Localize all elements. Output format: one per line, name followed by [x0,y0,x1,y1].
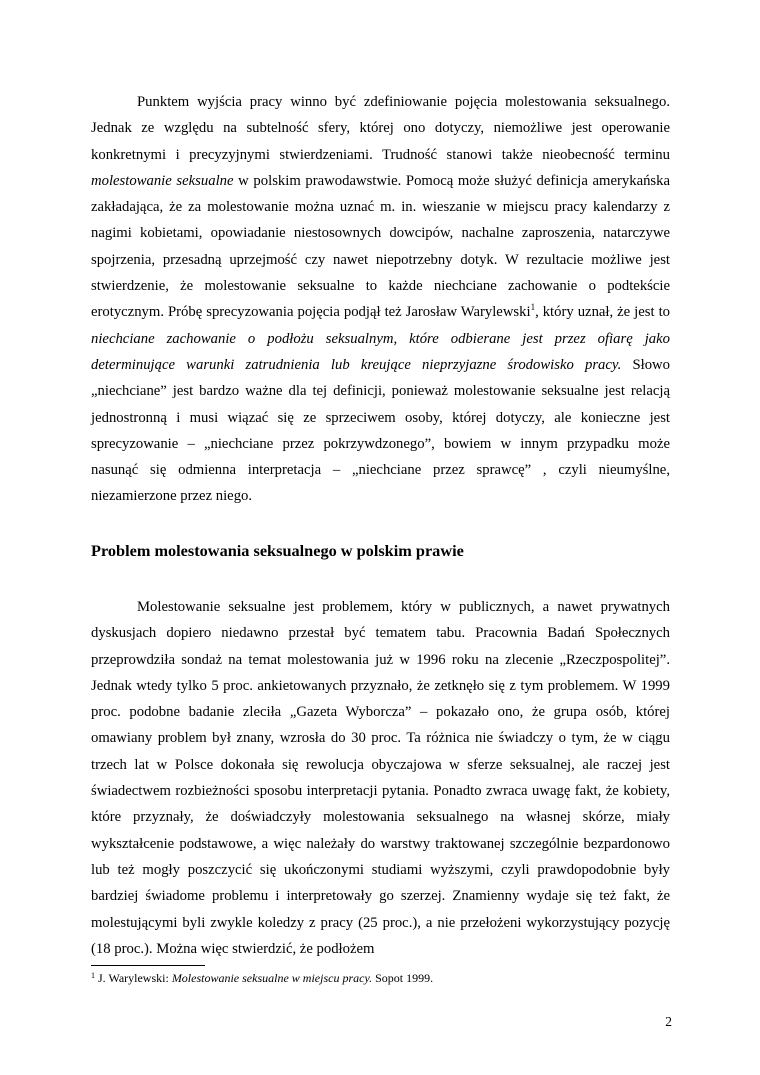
paragraph-text: w polskim prawodawstwie. Pomocą może służyć definicja amerykańska zakładająca, że za molestowanie można uznać m. in. wieszanie w miejscu pracy kalendarzy z nagimi kobietami, opowiadanie niestosownych dowcipów, nachalne zaproszenia, natarczywe spojrzenia, przesadną uprzejmość czy nawet niepotrzebny dotyk. W rezultacie możliwe jest stwierdzenie, że molestowanie seksualne to każde niechciane zachowanie o podtekście erotycznym. Próbę sprecyzowania pojęcia podjął też Jarosław Warylewski [91,172,671,321]
footnote-reference: 1 [530,302,536,313]
italic-definition: niechciane zachowanie o podłożu seksualnym, które odbierane jest przez ofiarę jako determinujące warunki zatrudnienia lub kreujące nieprzyjazne środowisko pracy. [91,330,670,373]
body-paragraph-definition [91,89,670,510]
page-number: 2 [665,1014,672,1029]
footnote-rest: Sopot 1999. [372,971,434,985]
paragraph-text: , który uznał, że jest to [535,304,670,321]
paragraph-text: Słowo „niechciane” jest bardzo ważne dla tej definicji, ponieważ molestowanie seksualne jest relacją jednostronną i musi wiązać się ze sprzeciwem osoby, której dotyczy, ale konieczne jest sprecyzowanie – „niechciane przez pokrzywdzonego”, bowiem w innym przypadku może nasunąć się odmienna interpretacja – „niechciane przez sprawcę” , czyli nieumyślne, niezamierzone przez niego. [91,356,670,505]
section-heading: Problem molestowania seksualnego w polskim prawie [91,541,464,560]
footnote [91,970,670,986]
footnote-number: 1 [91,971,95,980]
italic-term: molestowanie seksualne [91,172,234,189]
body-paragraph-problem: Molestowanie seksualne jest problemem, który w publicznych, a nawet prywatnych dyskusjach dopiero niedawno przestał być tematem tabu. Pracownia Badań Społecznych przeprowdziła sondaż na temat molestowania już w 1996 roku na zlecenie „Rzeczpospolitej”. Jednak wtedy tylko 5 proc. ankietowanych przyznało, że zetknęło się z tym problemem. W 1999 proc. podobne badanie zleciła „Gazeta Wyborcza” – pokazało ono, że grupa osób, której omawiany problem był znany, wzrosła do 30 proc. Ta różnica nie świadczy o tym, że w ciągu trzech lat w Polsce dokonała się rewolucja obyczajowa w sferze seksualnej, ale raczej jest świadectwem rozbieżności sposobu interpretacji pytania. Ponadto zwraca uwagę fakt, że kobiety, które przyznały, że doświadczyły molestowania seksualnego na własnej skórze, miały wykształcenie podstawowe, a więc należały do warstwy traktowanej szczególnie bezpardonowo lub też mogły poszczycić się ukończonymi studiami wyższymi, czyli prawdopodobnie były bardziej świadome problemu i interpretowały go szerzej. Znamienny wydaje się też fakt, że molestującymi byli zwykle koledzy z pracy (25 proc.), a nie przełożeni wykorzystujący pozycję (18 proc.). Można więc stwierdzić, że podłożem [91,599,670,957]
paragraph-text: Punktem wyjścia pracy winno być zdefiniowanie pojęcia molestowania seksualnego. Jednak ze względu na subtelność sfery, której ono dotyczy, niemożliwe jest operowanie konkretnymi i precyzyjnymi stwierdzeniami. Trudność stanowi także nieobecność terminu [91,94,670,163]
footnote-author: J. Warylewski: [95,971,172,985]
footnote-title: Molestowanie seksualne w miejscu pracy. [171,971,373,985]
footnote-separator [91,965,205,966]
